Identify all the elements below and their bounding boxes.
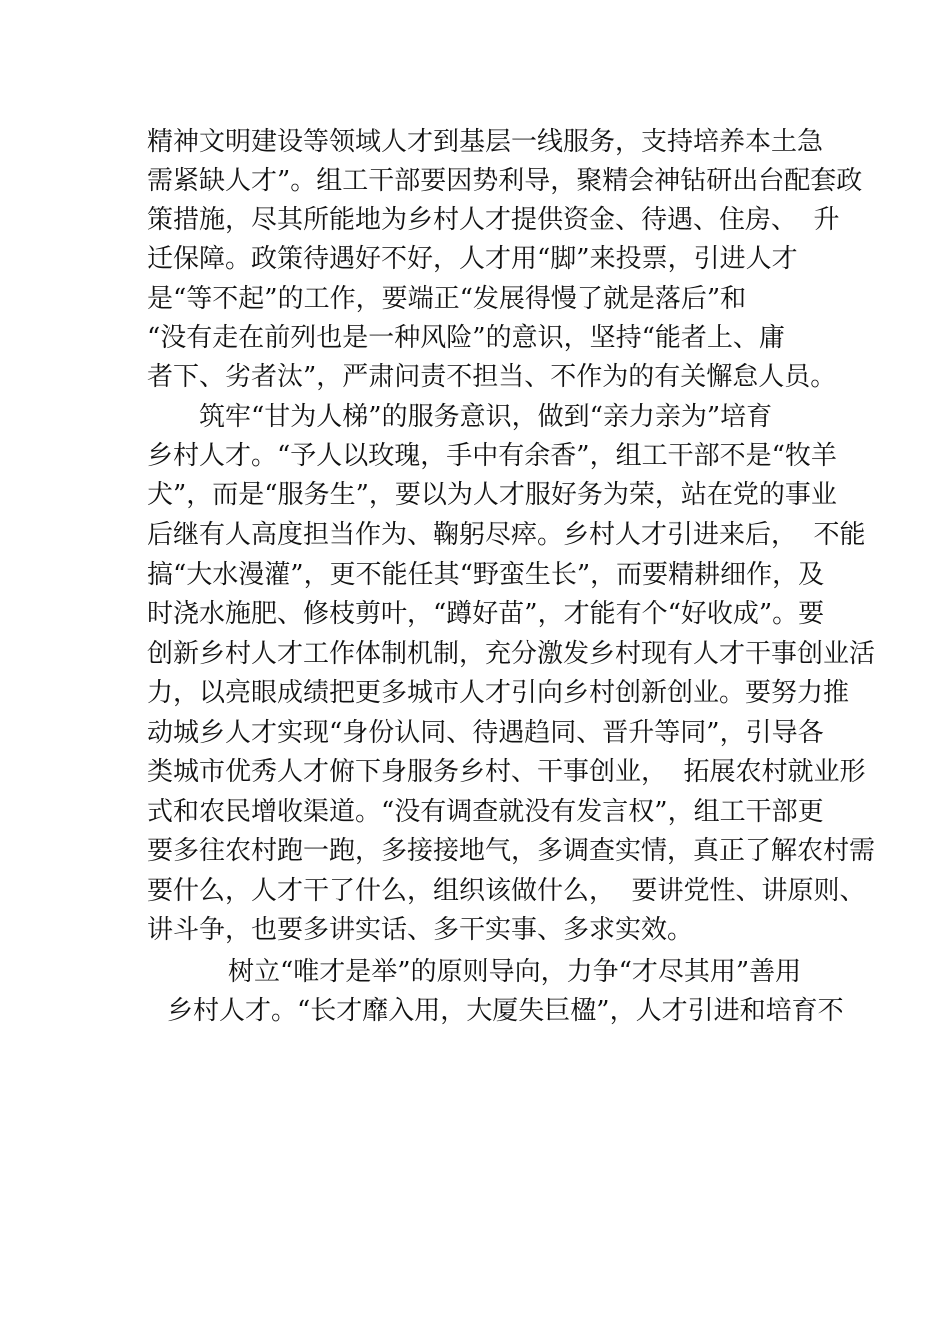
text-line-6: “没有走在前列也是一种风险”的意识，坚持“能者上、庸	[147, 323, 785, 353]
text-line-14: 创新乡村人才工作体制机制，充分激发乡村现有人才干事创业活	[147, 639, 876, 669]
text-line-22: 树立“唯才是举”的原则导向，力争“才尽其用”善用	[228, 957, 802, 987]
text-line-21: 讲斗争，也要多讲实话、多干实事、多求实效。	[147, 915, 694, 945]
text-line-20: 要什么，人才干了什么，组织该做什么， 要讲党性、讲原则、	[147, 876, 866, 906]
text-line-17: 类城市优秀人才俯下身服务乡村、干事创业， 拓展农村就业形	[147, 757, 866, 787]
text-line-15: 力，以亮眼成绩把更多城市人才引向乡村创新创业。要努力推	[147, 678, 850, 708]
text-line-9: 乡村人才。“予人以玫瑰，手中有余香”，组工干部不是“牧羊	[147, 441, 837, 471]
text-line-18: 式和农民增收渠道。“没有调查就没有发言权”，组工干部更	[147, 797, 824, 827]
text-line-3: 策措施，尽其所能地为乡村人才提供资金、待遇、住房、 升	[147, 205, 840, 235]
text-line-5: 是“等不起”的工作，要端正“发展得慢了就是落后”和	[147, 284, 747, 314]
text-line-13: 时浇水施肥、修枝剪叶，“蹲好苗”，才能有个“好收成”。要	[147, 599, 825, 629]
text-line-1: 精神文明建设等领域人才到基层一线服务，支持培养本土急	[147, 127, 824, 157]
text-line-23: 乡村人才。“长才靡入用，大厦失巨楹”，人才引进和培育不	[167, 996, 844, 1026]
text-line-10: 犬”，而是“服务生”，要以为人才服好务为荣，站在党的事业	[147, 480, 837, 510]
text-line-8: 筑牢“甘为人梯”的服务意识，做到“亲力亲为”培育	[199, 402, 773, 432]
text-line-11: 后继有人高度担当作为、鞠躬尽瘁。乡村人才引进来后， 不能	[147, 520, 866, 550]
text-line-16: 动城乡人才实现“身份认同、待遇趋同、晋升等同”，引导各	[147, 718, 824, 748]
text-line-7: 者下、劣者汰”，严肃问责不担当、不作为的有关懈怠人员。	[147, 362, 837, 392]
text-line-12: 搞“大水漫灌”，更不能任其“野蛮生长”，而要精耕细作，及	[147, 560, 825, 590]
text-line-2: 需紧缺人才”。组工干部要因势利导，聚精会神钻研出台配套政	[147, 166, 863, 196]
text-line-4: 迁保障。政策待遇好不好，人才用“脚”来投票，引进人才	[147, 244, 798, 274]
text-line-19: 要多往农村跑一跑，多接接地气，多调查实情，真正了解农村需	[147, 836, 876, 866]
